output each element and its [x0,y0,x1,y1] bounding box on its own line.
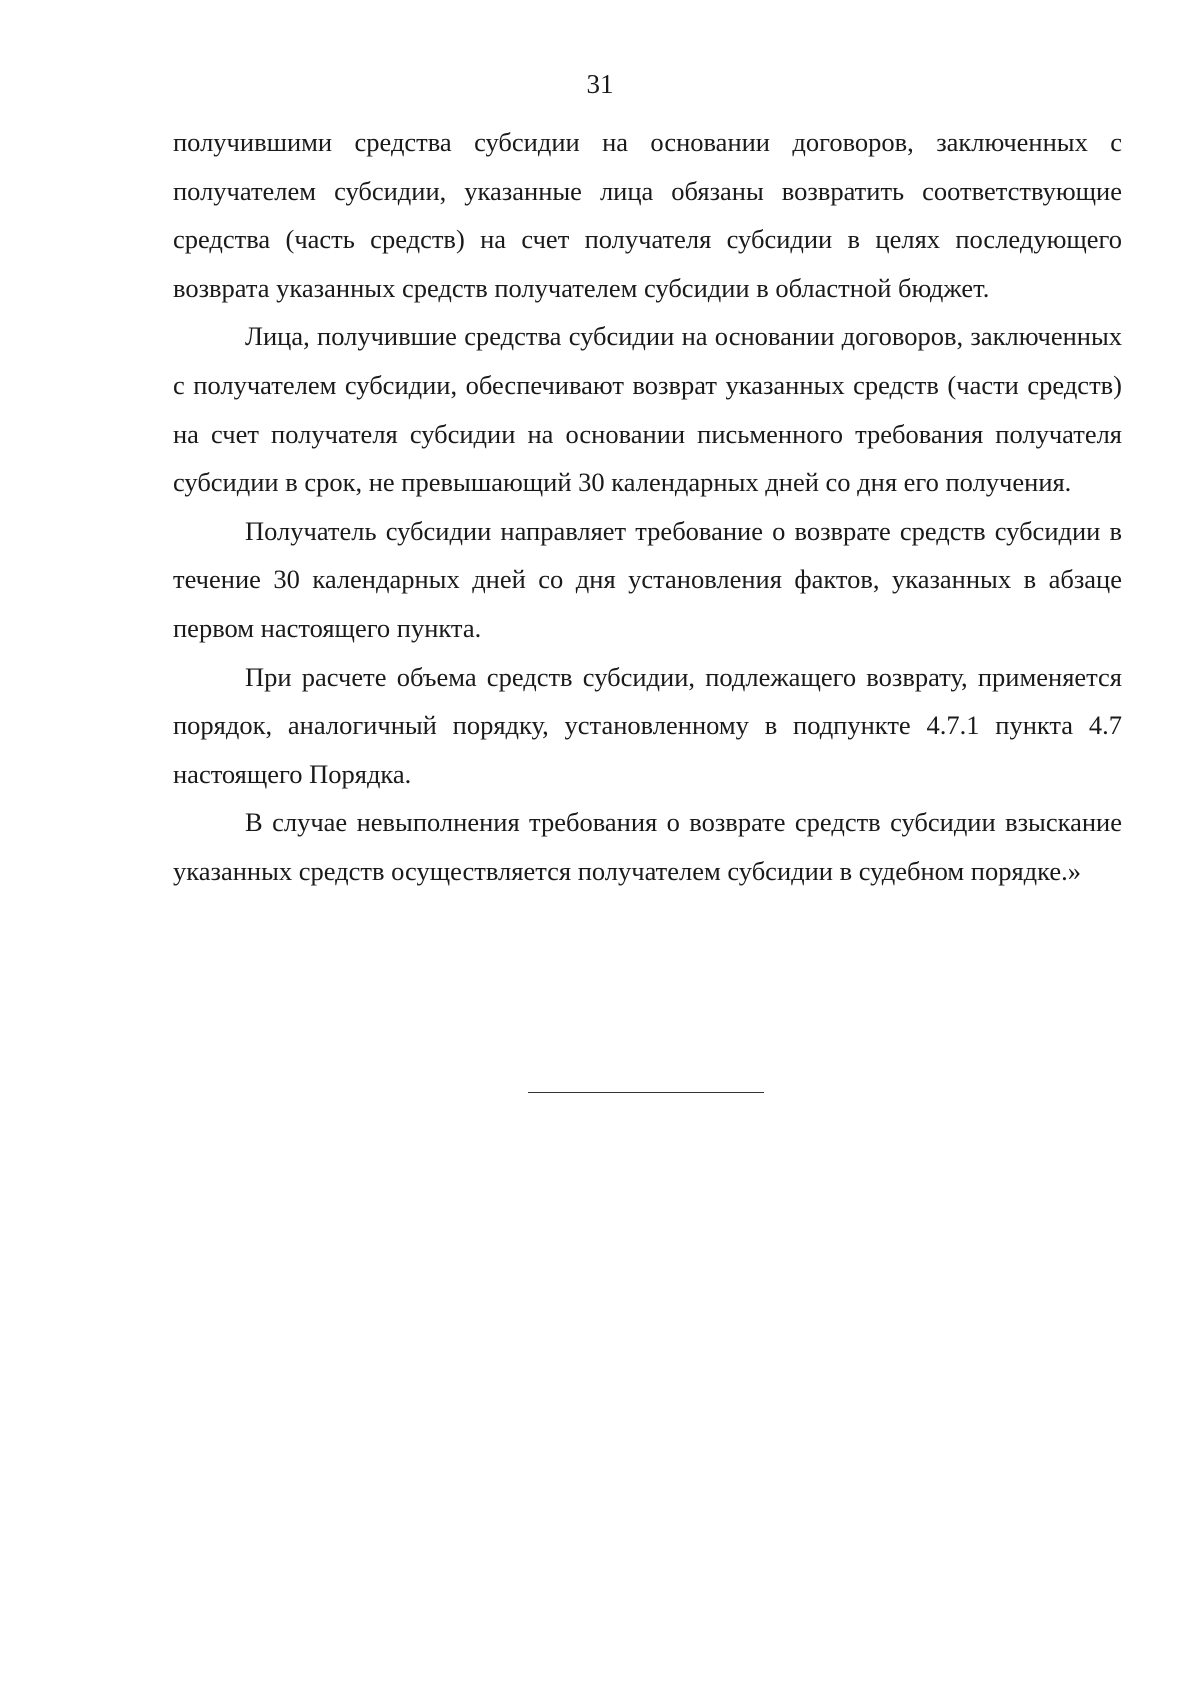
paragraph-continuation: получившими средства субсидии на основании договоров, заключенных с получателем субсидии, указанные лица обязаны возвратить соответствующие средства (часть средств) на счет получателя субсидии в целях последующего возврата указанных средств получателем субсидии в областной бюджет. [173,127,1122,303]
end-of-document-rule [528,1092,764,1093]
paragraph-return-obligation: Лица, получившие средства субсидии на основании договоров, заключенных с получателем субсидии, обеспечивают возврат указанных средств (части средств) на счет получателя субсидии на основании письменного требования получателя субсидии в срок, не превышающий 30 календарных дней со дня его получения. [173,321,1122,498]
page-number: 31 [586,69,614,99]
document-body [173,118,1122,896]
paragraph-return-request: Получатель субсидии направляет требование о возврате средств субсидии в течение 30 календарных дней со дня установления фактов, указанных в абзаце первом настоящего пункта. [173,515,1122,643]
paragraph-calculation: При расчете объема средств субсидии, подлежащего возврату, применяется порядок, аналогичный порядку, установленному в подпункте 4.7.1 пункта 4.7 настоящего Порядка. [173,661,1122,789]
paragraph-court-recovery: В случае невыполнения требования о возврате средств субсидии взыскание указанных средств осуществляется получателем субсидии в судебном порядке.» [173,807,1122,886]
